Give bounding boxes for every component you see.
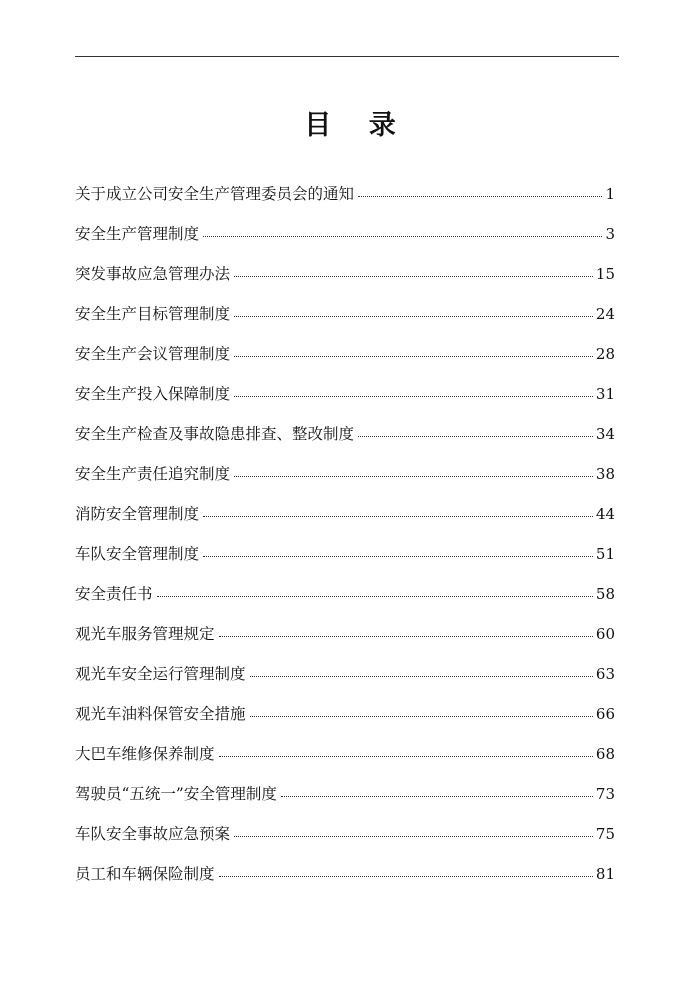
toc-leader-dots: [234, 396, 593, 397]
toc-entry-label: 观光车油料保管安全措施: [75, 705, 246, 723]
toc-entry[interactable]: [75, 180, 615, 220]
toc-entry[interactable]: [75, 380, 615, 420]
toc-entry-page: 75: [595, 825, 615, 843]
toc-entry-label: 安全生产会议管理制度: [75, 345, 231, 363]
header-rule: [75, 56, 619, 57]
toc-entry-label: 消防安全管理制度: [75, 505, 200, 523]
toc-entry-label: 安全生产投入保障制度: [75, 385, 231, 403]
toc-entry[interactable]: [75, 220, 615, 260]
toc-leader-dots: [358, 196, 602, 197]
toc-leader-dots: [281, 796, 593, 797]
toc-leader-dots: [203, 516, 593, 517]
toc-entry-page: 60: [595, 625, 615, 643]
toc-leader-dots: [157, 596, 593, 597]
toc-entry-label: 安全生产管理制度: [75, 225, 200, 243]
toc-leader-dots: [219, 636, 593, 637]
toc-entry-label: 驾驶员“五统一”安全管理制度: [75, 785, 277, 803]
toc-entry[interactable]: [75, 260, 615, 300]
toc-entry-label: 员工和车辆保险制度: [75, 865, 215, 883]
toc-leader-dots: [234, 836, 593, 837]
toc-list: [75, 180, 615, 900]
toc-entry-page: 66: [595, 705, 615, 723]
toc-entry-page: 63: [595, 665, 615, 683]
toc-leader-dots: [234, 476, 593, 477]
toc-entry-page: 73: [595, 785, 615, 803]
toc-entry-label: 安全生产检查及事故隐患排查、整改制度: [75, 425, 355, 443]
toc-leader-dots: [250, 716, 593, 717]
toc-entry-page: 81: [595, 865, 615, 883]
toc-title: 目 录: [304, 110, 410, 141]
toc-entry-page: 34: [595, 425, 615, 443]
toc-entry-page: 28: [595, 345, 615, 363]
toc-entry-page: 38: [595, 465, 615, 483]
toc-entry-page: 58: [595, 585, 615, 603]
toc-leader-dots: [234, 316, 593, 317]
toc-entry[interactable]: [75, 340, 615, 380]
toc-entry[interactable]: [75, 580, 615, 620]
toc-entry-label: 观光车安全运行管理制度: [75, 665, 246, 683]
toc-entry[interactable]: [75, 540, 615, 580]
toc-entry-label: 安全责任书: [75, 585, 153, 603]
toc-entry[interactable]: [75, 660, 615, 700]
toc-entry[interactable]: [75, 620, 615, 660]
toc-leader-dots: [203, 556, 593, 557]
toc-entry-page: 31: [595, 385, 615, 403]
toc-entry-label: 安全生产责任追究制度: [75, 465, 231, 483]
toc-entry-page: 51: [595, 545, 615, 563]
toc-entry[interactable]: [75, 740, 615, 780]
toc-leader-dots: [203, 236, 602, 237]
toc-entry-page: 15: [595, 265, 615, 283]
toc-entry-label: 大巴车维修保养制度: [75, 745, 215, 763]
toc-leader-dots: [358, 436, 593, 437]
toc-entry-label: 安全生产目标管理制度: [75, 305, 231, 323]
toc-entry-page: 1: [605, 185, 615, 203]
toc-entry[interactable]: [75, 460, 615, 500]
toc-entry-label: 观光车服务管理规定: [75, 625, 215, 643]
toc-entry-label: 关于成立公司安全生产管理委员会的通知: [75, 185, 355, 203]
toc-entry-page: 68: [595, 745, 615, 763]
toc-entry[interactable]: [75, 860, 615, 900]
toc-leader-dots: [219, 876, 593, 877]
toc-leader-dots: [234, 276, 593, 277]
toc-entry-page: 44: [595, 505, 615, 523]
toc-entry[interactable]: [75, 780, 615, 820]
toc-entry-page: 3: [605, 225, 615, 243]
toc-entry-label: 突发事故应急管理办法: [75, 265, 231, 283]
toc-entry[interactable]: [75, 420, 615, 460]
toc-leader-dots: [250, 676, 593, 677]
toc-entry-label: 车队安全管理制度: [75, 545, 200, 563]
toc-entry[interactable]: [75, 700, 615, 740]
toc-leader-dots: [219, 756, 593, 757]
toc-entry-page: 24: [595, 305, 615, 323]
toc-entry[interactable]: [75, 300, 615, 340]
toc-entry[interactable]: [75, 500, 615, 540]
toc-entry-label: 车队安全事故应急预案: [75, 825, 231, 843]
toc-leader-dots: [234, 356, 593, 357]
toc-entry[interactable]: [75, 820, 615, 860]
